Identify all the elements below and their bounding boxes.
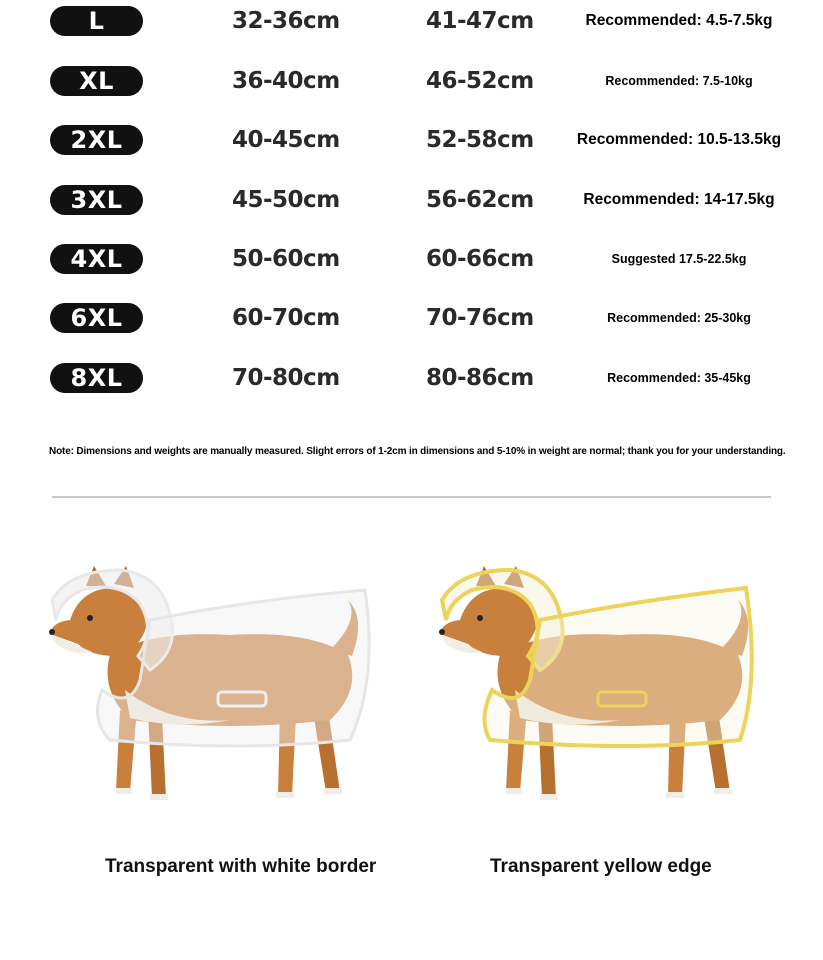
section-divider: [52, 496, 771, 498]
neck-size: 50-60cm: [232, 246, 340, 272]
weight-recommendation: Recommended: 25-30kg: [607, 311, 751, 325]
weight-recommendation: Suggested 17.5-22.5kg: [611, 252, 747, 266]
product-caption-yellow: Transparent yellow edge: [490, 856, 712, 877]
size-pill: 3XL: [50, 185, 143, 215]
size-pill: 4XL: [50, 244, 143, 274]
size-pill: L: [50, 6, 143, 36]
neck-size: 32-36cm: [232, 8, 340, 34]
dog-raincoat-yellow-illustration: [420, 560, 780, 820]
chest-size: 80-86cm: [426, 365, 534, 391]
size-pill: XL: [50, 66, 143, 96]
weight-recommendation: Recommended: 10.5-13.5kg: [576, 131, 782, 148]
measurement-note: Note: Dimensions and weights are manually measured. Slight errors of 1-2cm in dimensions and 5-10% in weight are normal; thank you for your understanding.: [49, 446, 786, 457]
size-row: [0, 0, 823, 40]
neck-size: 45-50cm: [232, 187, 340, 213]
chest-size: 52-58cm: [426, 127, 534, 153]
weight-recommendation: Recommended: 14-17.5kg: [583, 191, 775, 208]
size-row: [0, 297, 823, 337]
size-pill: 6XL: [50, 303, 143, 333]
size-row: [0, 60, 823, 100]
size-row: [0, 179, 823, 219]
product-image-yellow-edge: [420, 560, 780, 820]
product-caption-white: Transparent with white border: [105, 856, 377, 877]
product-image-white-border: [30, 560, 390, 820]
weight-recommendation: Recommended: 4.5-7.5kg: [585, 12, 773, 29]
neck-size: 40-45cm: [232, 127, 340, 153]
chest-size: 60-66cm: [426, 246, 534, 272]
weight-recommendation: Recommended: 35-45kg: [607, 371, 751, 385]
size-pill: 8XL: [50, 363, 143, 393]
neck-size: 70-80cm: [232, 365, 340, 391]
neck-size: 36-40cm: [232, 68, 340, 94]
size-row: [0, 357, 823, 397]
size-pill: 2XL: [50, 125, 143, 155]
weight-recommendation: Recommended: 7.5-10kg: [605, 74, 753, 88]
chest-size: 41-47cm: [426, 8, 534, 34]
size-row: [0, 119, 823, 159]
chest-size: 46-52cm: [426, 68, 534, 94]
dog-raincoat-white-illustration: [30, 560, 390, 820]
size-row: [0, 238, 823, 278]
chest-size: 56-62cm: [426, 187, 534, 213]
chest-size: 70-76cm: [426, 305, 534, 331]
neck-size: 60-70cm: [232, 305, 340, 331]
